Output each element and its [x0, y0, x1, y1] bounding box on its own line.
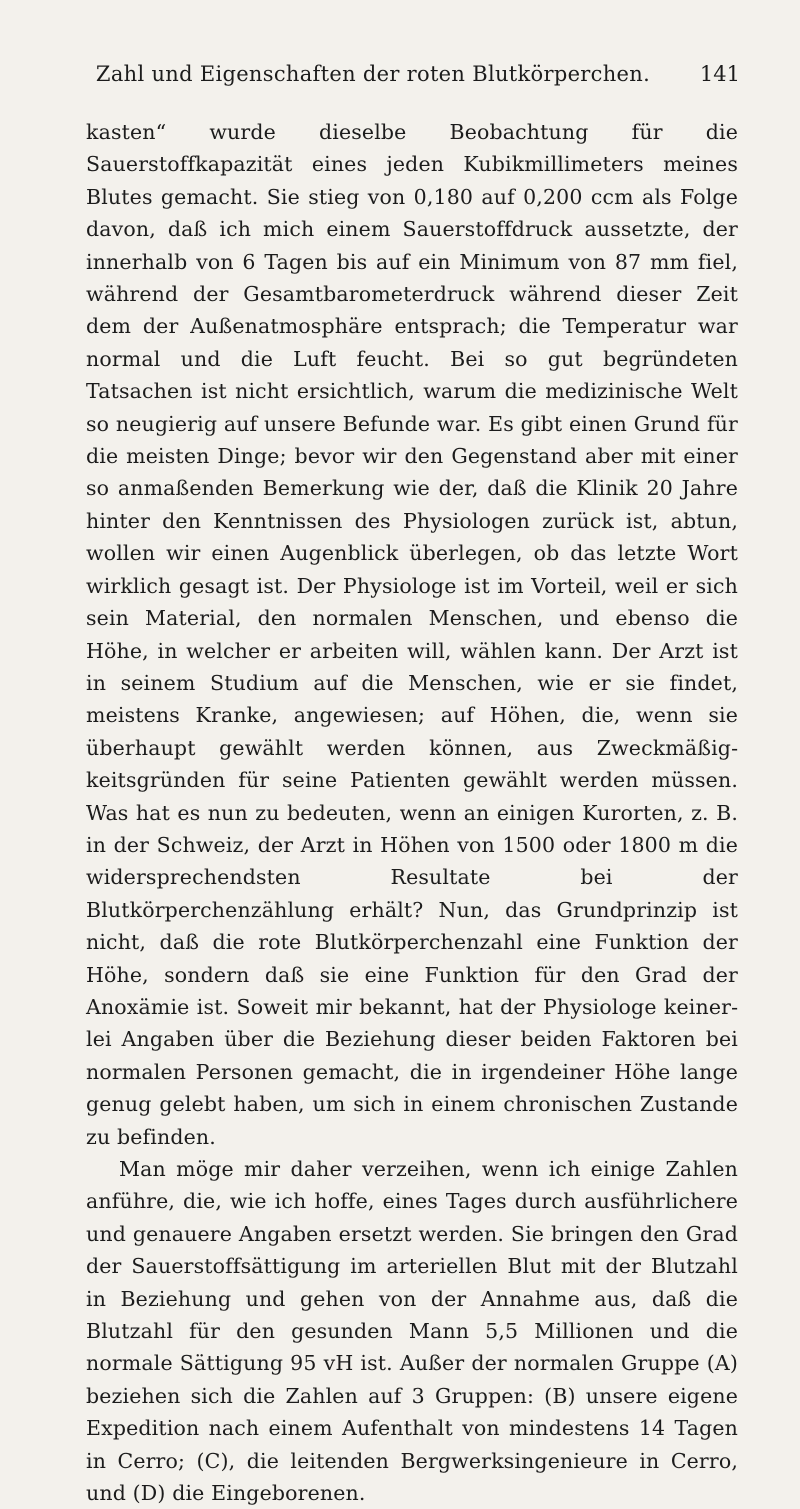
paragraph: Man möge mir daher verzeihen, wenn ich einige Zahlen anführe, die, wie ich hoffe, eines Tages durch ausführlichere und genauere Angaben ersetzt werden. Sie bringen den Grad der Sauerstoffsättigung im arteriellen Blut mit der Blutzahl in Beziehung und gehen von der Annahme aus, daß die Blutzahl für den gesunden Mann 5,5 Millionen und die normale Sättigung 95 vH ist. Außer der normalen Gruppe (A) beziehen sich die Zahlen auf 3 Gruppen: (B) unsere eigene Expedition nach einem Aufenthalt von mindestens 14 Tagen in Cerro; (C), die leitenden Bergwerksingenieure in Cerro, und (D) die Eingeborenen.	[86, 1157, 738, 1506]
page-number: 141	[699, 62, 740, 86]
page-header	[86, 62, 740, 92]
paragraph: kasten“ wurde dieselbe Beobachtung für die Sauerstoffkapazität eines jeden Kubikmillimeters meines Blutes gemacht. Sie stieg von 0,180 auf 0,200 ccm als Folge davon, daß ich mich einem Sauerstoffdruck aussetzte, der innerhalb von 6 Tagen bis auf ein Minimum von 87 mm fiel, während der Gesamtbarometerdruck während dieser Zeit dem der Außenatmosphäre entsprach; die Temperatur war normal und die Luft feucht. Bei so gut begründeten Tatsachen ist nicht ersichtlich, warum die medizinische Welt so neugierig auf unsere Befunde war. Es gibt einen Grund für die meisten Dinge; bevor wir den Gegenstand aber mit einer so anmaßenden Bemerkung wie der, daß die Klinik 20 Jahre hinter den Kenntnissen des Physiologen zurück ist, abtun, wollen wir einen Augenblick überlegen, ob das letzte Wort wirklich gesagt ist. Der Physiologe ist im Vorteil, weil er sich sein Material, den normalen Menschen, und ebenso die Höhe, in welcher er arbeiten will, wählen kann. Der Arzt ist in seinem Studium auf die Menschen, wie er sie findet, meistens Kranke, angewiesen; auf Höhen, die, wenn sie überhaupt gewählt werden können, aus Zweckmäßigkeitsgründen für seine Patienten gewählt werden müssen. Was hat es nun zu bedeuten, wenn an einigen Kurorten, z. B. in der Schweiz, der Arzt in Höhen von 1500 oder 1800 m die widersprechendsten Resultate bei der Blutkörperchenzählung erhält? Nun, das Grundprinzip ist nicht, daß die rote Blutkörperchenzahl eine Funktion der Höhe, sondern daß sie eine Funktion für den Grad der Anoxämie ist. Soweit mir bekannt, hat der Physiologe keinerlei Angaben über die Beziehung dieser beiden Faktoren bei normalen Personen gemacht, die in irgendeiner Höhe lange genug gelebt haben, um sich in einem chronischen Zustande zu befinden.	[86, 120, 738, 1149]
running-title: Zahl und Eigenschaften der roten Blutkörperchen.	[95, 62, 651, 86]
body-text	[86, 116, 738, 1509]
